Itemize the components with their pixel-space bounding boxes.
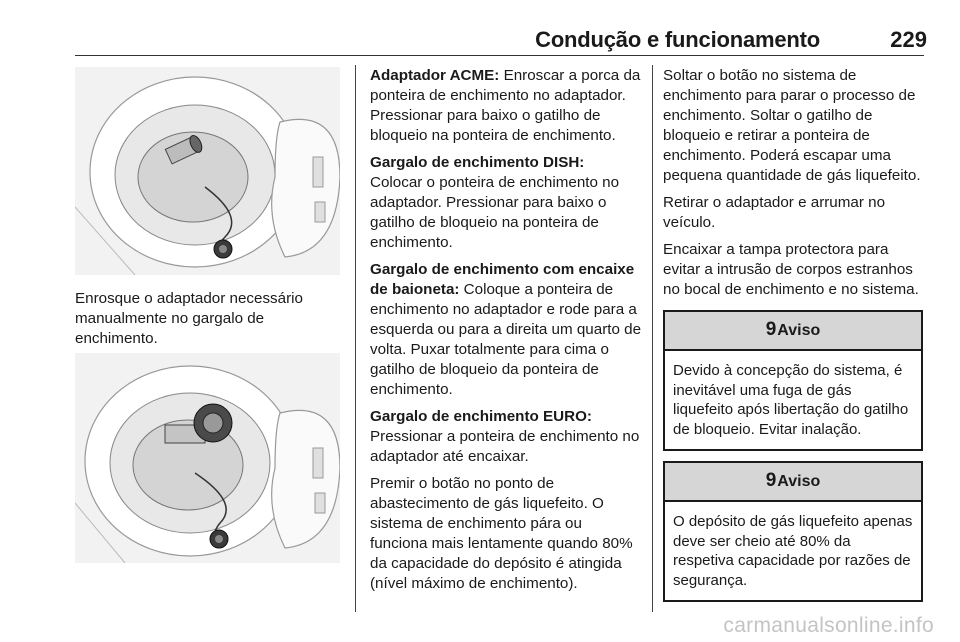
warning-title: Aviso	[777, 322, 821, 339]
euro-heading: Gargalo de enchimento EURO:	[370, 408, 592, 425]
warning-text: O depósito de gás liquefeito apenas deve ser cheio até 80% da respetiva capacidade por razões de segurança.	[673, 513, 913, 589]
fuel-filler-illustration	[75, 67, 340, 275]
paragraph-cap: Encaixar a tampa protectora para evitar a intrusão de corpos estranhos no bocal de enchimento e no sistema.	[663, 241, 919, 298]
warning-header	[665, 312, 921, 351]
page-number: 229	[890, 27, 927, 52]
paragraph-euro	[370, 407, 642, 467]
page-title: Condução e funcionamento	[535, 27, 820, 52]
warning-title: Aviso	[777, 473, 821, 490]
warning-text: Devido à concepção do sistema, é inevitável uma fuga de gás liquefeito após libertação do gatilho de bloqueio. Evitar inalação.	[673, 362, 909, 438]
paragraph-acme	[370, 66, 642, 146]
bayonet-heading: Gargalo de enchimento com encaixe de baioneta:	[370, 261, 635, 298]
paragraph-bayonet	[370, 260, 642, 400]
dish-heading: Gargalo de enchimento DISH:	[370, 154, 585, 171]
right-column	[663, 66, 925, 602]
middle-column	[370, 66, 642, 601]
fuel-filler-illustration	[75, 353, 340, 563]
warning-box	[663, 310, 923, 451]
paragraph-button: Premir o botão no ponto de abastecimento de gás liquefeito. O sistema de enchimento pára ou funciona mais lentamente quando 80% da capacidade do depósito é atingida (nível máximo de enchimento).	[370, 475, 633, 592]
dish-text: Colocar o ponteira de enchimento no adaptador. Pressionar para baixo o gatilho de bloqueio na ponteira de enchimento.	[370, 174, 620, 251]
header-rule	[75, 55, 924, 56]
warning-icon: 9	[765, 470, 777, 491]
figure-adapter-fitted	[75, 353, 340, 563]
paragraph-release: Soltar o botão no sistema de enchimento para parar o processo de enchimento. Soltar o gatilho de bloqueio e retirar a ponteira de enchimento. Poderá escapar uma pequena quantidade de gás liquefeito.	[663, 67, 921, 184]
warning-icon: 9	[765, 319, 777, 340]
warning-header	[665, 463, 921, 502]
acme-heading: Adaptador ACME:	[370, 67, 500, 84]
paragraph-dish	[370, 153, 642, 253]
bayonet-text: Coloque a ponteira de enchimento no adaptador e rode para a esquerda ou para a direita um quarto de volta. Puxar totalmente para cima o gatilho de bloqueio da ponteira de enchimento.	[370, 281, 642, 398]
figure-caption	[75, 289, 345, 356]
figure-adapter-screw-in	[75, 67, 340, 275]
column-divider	[355, 65, 356, 612]
warning-box	[663, 461, 923, 602]
caption-text: Enrosque o adaptador necessário manualmente no gargalo de enchimento.	[75, 290, 303, 347]
paragraph-remove-adapter: Retirar o adaptador e arrumar no veículo.	[663, 194, 886, 231]
acme-text: Enroscar a porca da ponteira de enchimento no adaptador. Pressionar para baixo o gatilho de bloqueio na ponteira de enchimento.	[370, 67, 641, 144]
euro-text: Pressionar a ponteira de enchimento no adaptador até encaixar.	[370, 428, 640, 465]
column-divider	[652, 65, 653, 612]
watermark: carmanualsonline.info	[723, 614, 934, 637]
